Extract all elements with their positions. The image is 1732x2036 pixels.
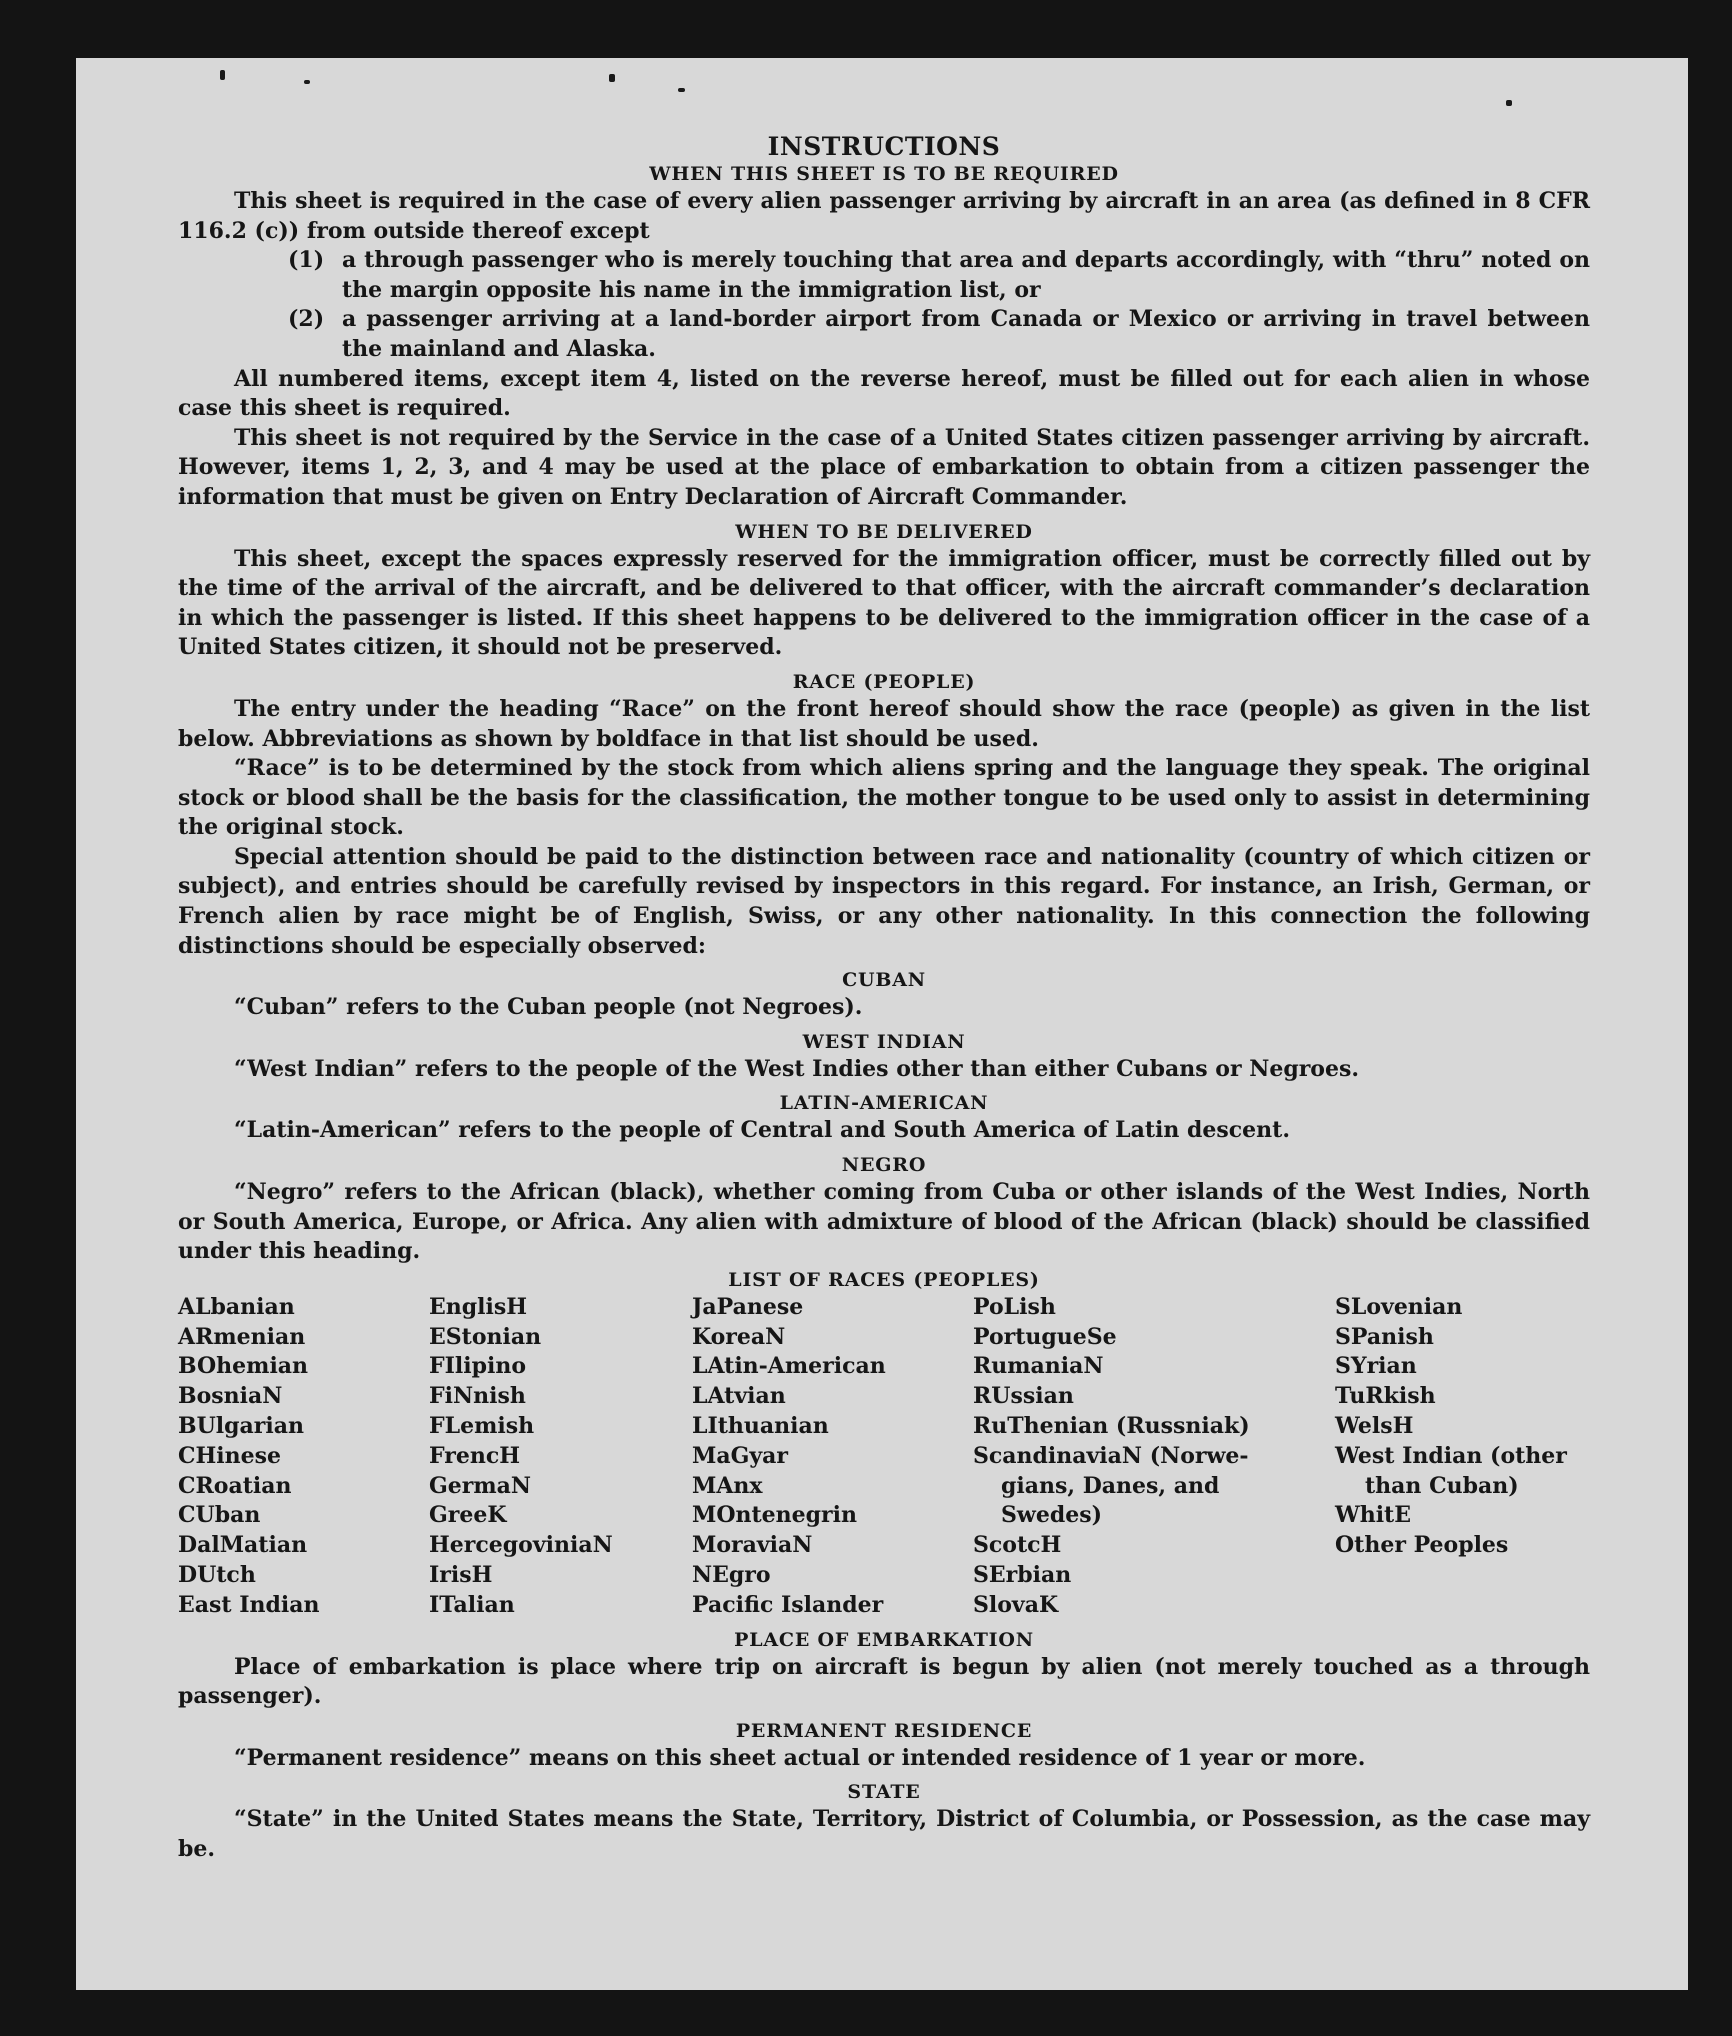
- race-entry: EnglisH: [429, 1293, 528, 1320]
- race-entry: CHinese: [178, 1442, 282, 1469]
- race-entry-scandinavian: ScandinaviaN (Norwe-: [973, 1442, 1249, 1469]
- exception-text: a through passenger who is merely touching that area and departs accordingly, with “thru” noted on the margin opposite his name in the immigration list, or: [342, 247, 1590, 303]
- exception-number: (1): [288, 247, 325, 274]
- races-column-4: [973, 1293, 1335, 1621]
- heading-when-delivered: WHEN TO BE DELIVERED: [735, 520, 1033, 543]
- when-required-intro: This sheet is required in the case of every alien passenger arriving by aircraft in an area (as defined in 8 CFR 116.2 (c)) from outside thereof except: [178, 188, 1590, 244]
- race-entry: PoLish: [973, 1293, 1056, 1320]
- race-entry: WelsH: [1335, 1413, 1414, 1439]
- races-column-2: [429, 1293, 692, 1621]
- race-entry-scandinavian-cont: gians, Danes, and: [1001, 1472, 1220, 1499]
- page-title: INSTRUCTIONS: [767, 132, 1001, 161]
- race-entry: NEgro: [692, 1561, 771, 1588]
- race-entry: LAtin-American: [692, 1353, 886, 1380]
- race-entry: DalMatian: [178, 1532, 308, 1559]
- punch-mark: [220, 70, 225, 80]
- race-entry: SlovaK: [973, 1591, 1059, 1618]
- race-paragraph-1: The entry under the heading “Race” on the front hereof should show the race (people) as given in the list below. Abbreviations as shown by boldface in that list should be used.: [178, 695, 1590, 752]
- embarkation-text: Place of embarkation is place where trip on aircraft is begun by alien (not merely touched as a through passenger).: [178, 1653, 1590, 1710]
- race-entry: FLemish: [429, 1413, 535, 1439]
- race-entry: LIthuanian: [692, 1413, 829, 1439]
- race-entry: BOhemian: [178, 1353, 309, 1380]
- exception-text: a passenger arriving at a land-border airport from Canada or Mexico or arriving in travel between the mainland and Alaska.: [342, 306, 1590, 362]
- heading-west-indian: WEST INDIAN: [802, 1030, 966, 1053]
- race-entry: SPanish: [1335, 1323, 1434, 1350]
- race-entry: BosniaN: [178, 1383, 283, 1410]
- race-entry: WhitE: [1335, 1502, 1411, 1529]
- race-entry: ALbanian: [178, 1293, 295, 1320]
- definition-negro: “Negro” refers to the African (black), whether coming from Cuba or other islands of the West Indies, North or South America, Europe, or Africa. Any alien with admixture of blood of the African (black) should be classified under this heading.: [178, 1179, 1590, 1265]
- race-entry: ScotcH: [973, 1532, 1062, 1559]
- race-entry: DUtch: [178, 1561, 256, 1588]
- heading-cuban: CUBAN: [842, 969, 926, 992]
- races-column-1: [178, 1293, 429, 1621]
- heading-embarkation: PLACE OF EMBARKATION: [734, 1628, 1034, 1651]
- citizen-paragraph: This sheet is not required by the Service in the case of a United States citizen passenger arriving by aircraft. However, items 1, 2, 3, and 4 may be used at the place of embarkation to obtain from a citizen passenger the information that must be given on Entry Declaration of Aircraft Commander.: [178, 424, 1590, 510]
- race-entry: CRoatian: [178, 1472, 292, 1499]
- race-entry: MaGyar: [692, 1442, 789, 1469]
- race-entry: MoraviaN: [692, 1532, 813, 1559]
- race-entry: East Indian: [178, 1591, 320, 1618]
- race-entry-west-indian-cont: than Cuban): [1365, 1472, 1519, 1499]
- heading-negro: NEGRO: [841, 1154, 927, 1177]
- exception-item: [288, 246, 1590, 305]
- race-entry: FIlipino: [429, 1353, 527, 1380]
- race-entry: LAtvian: [692, 1383, 786, 1410]
- race-entry-scandinavian-cont: Swedes): [1001, 1502, 1102, 1529]
- when-delivered-text: This sheet, except the spaces expressly reserved for the immigration officer, must be correctly filled out by the time of the arrival of the aircraft, and be delivered to that officer, with the aircraft commander’s declaration in which the passenger is listed. If this sheet happens to be delivered to the immigration officer in the case of a United States citizen, it should not be preserved.: [178, 545, 1590, 661]
- race-entry: KoreaN: [692, 1323, 786, 1350]
- race-entry: RumaniaN: [973, 1353, 1104, 1380]
- exception-list: [178, 246, 1590, 364]
- heading-list-of-races: LIST OF RACES (PEOPLES): [728, 1268, 1040, 1291]
- race-entry: SLovenian: [1335, 1293, 1463, 1320]
- race-entry: SErbian: [973, 1561, 1072, 1588]
- heading-latin-american: LATIN-AMERICAN: [779, 1092, 989, 1115]
- race-entry: FiNnish: [429, 1383, 526, 1410]
- race-entry: SYrian: [1335, 1353, 1417, 1380]
- races-column-3: [692, 1293, 973, 1621]
- race-entry: PortugueSe: [973, 1323, 1117, 1350]
- punch-mark: [678, 88, 685, 92]
- race-entry: HercegoviniaN: [429, 1532, 613, 1559]
- race-entry: Pacific Islander: [692, 1591, 884, 1618]
- race-paragraph-3: Special attention should be paid to the distinction between race and nationality (country of which citizen or subject), and entries should be carefully revised by inspectors in this regard. For instance, an Irish, German, or French alien by race might be of English, Swiss, or any other nationality. In this connection the following distinctions should be especially observed:: [178, 843, 1590, 959]
- permanent-residence-text: “Permanent residence” means on this sheet actual or intended residence of 1 year or more.: [234, 1744, 1366, 1771]
- race-entry: GreeK: [429, 1502, 507, 1529]
- race-entry: MAnx: [692, 1472, 763, 1499]
- races-column-5: [1335, 1293, 1585, 1621]
- race-entry: Other Peoples: [1335, 1532, 1509, 1559]
- race-paragraph-2: “Race” is to be determined by the stock from which aliens spring and the language they speak. The original stock or blood shall be the basis for the classification, the mother tongue to be used only to assist in determining the original stock.: [178, 755, 1590, 841]
- heading-state: STATE: [847, 1781, 921, 1804]
- exception-item: [288, 305, 1590, 364]
- punch-mark: [609, 74, 615, 82]
- races-table: [178, 1293, 1590, 1621]
- race-entry: TuRkish: [1335, 1383, 1436, 1410]
- race-entry: IrisH: [429, 1561, 493, 1588]
- document-page: [76, 58, 1688, 1990]
- race-entry: EStonian: [429, 1323, 542, 1350]
- race-entry: MOntenegrin: [692, 1502, 857, 1529]
- definition-cuban: “Cuban” refers to the Cuban people (not Negroes).: [234, 994, 863, 1021]
- race-entry: RUssian: [973, 1383, 1074, 1410]
- race-entry-west-indian: West Indian (other: [1335, 1442, 1567, 1469]
- definition-west-indian: “West Indian” refers to the people of the West Indies other than either Cubans or Negroes.: [234, 1055, 1360, 1082]
- definition-latin-american: “Latin-American” refers to the people of Central and South America of Latin descent.: [234, 1117, 1290, 1144]
- state-text: “State” in the United States means the State, Territory, District of Columbia, or Possession, as the case may be.: [178, 1806, 1590, 1862]
- exception-number: (2): [288, 306, 325, 333]
- heading-race: RACE (PEOPLE): [792, 670, 976, 693]
- race-entry: FrencH: [429, 1442, 520, 1469]
- race-entry: GermaN: [429, 1472, 532, 1499]
- race-entry: ITalian: [429, 1591, 515, 1618]
- punch-mark: [304, 80, 310, 84]
- race-entry: BUlgarian: [178, 1413, 304, 1439]
- race-entry: CUban: [178, 1502, 261, 1529]
- heading-when-required: WHEN THIS SHEET IS TO BE REQUIRED: [649, 163, 1119, 185]
- race-entry: RuThenian (Russniak): [973, 1413, 1250, 1439]
- race-entry: JaPanese: [692, 1293, 804, 1320]
- punch-mark: [1506, 100, 1512, 106]
- heading-permanent-residence: PERMANENT RESIDENCE: [735, 1719, 1033, 1742]
- numbered-items-paragraph: All numbered items, except item 4, listed on the reverse hereof, must be filled out for each alien in whose case this sheet is required.: [178, 365, 1590, 422]
- race-entry: ARmenian: [178, 1323, 306, 1350]
